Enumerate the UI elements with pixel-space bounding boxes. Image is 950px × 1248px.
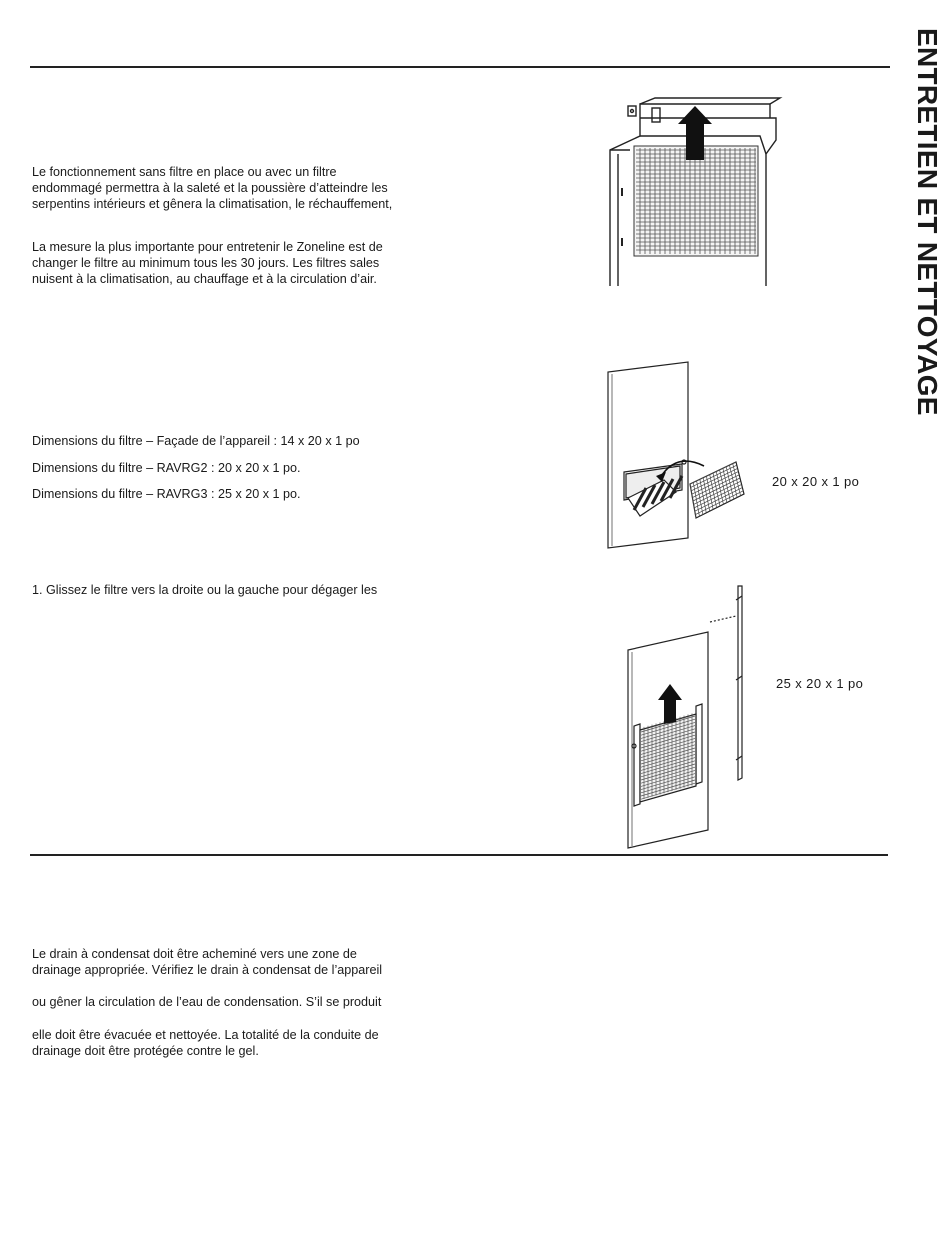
side-title-text: ENTRETIEN ET NETTOYAGE	[912, 28, 943, 416]
filter-dimension-ravrg3: Dimensions du filtre – RAVRG3 : 25 x 20 x 1 po.	[32, 487, 301, 501]
text-line: nuisent à la climatisation, au chauffage et à la circulation d’air.	[32, 272, 377, 286]
ravrg2-size-label: 20 x 20 x 1 po	[772, 474, 860, 489]
top-divider	[30, 66, 890, 68]
step-1-text: 1. Glissez le filtre vers la droite ou la gauche pour dégager les	[32, 583, 378, 597]
text-line: Le fonctionnement sans filtre en place ou avec un filtre	[32, 165, 337, 179]
text-line: changer le filtre au minimum tous les 30 jours. Les filtres sales	[32, 256, 380, 270]
side-section-title	[912, 28, 942, 478]
drain-line-3: ou gêner la circulation de l’eau de condensation. S’il se produit	[32, 995, 382, 1009]
section-divider	[30, 854, 888, 856]
text-line: La mesure la plus importante pour entretenir le Zoneline est de	[32, 240, 383, 254]
drain-line-1: Le drain à condensat doit être acheminé vers une zone de	[32, 947, 357, 961]
filter-maintenance-paragraph	[32, 239, 452, 287]
filter-warning-paragraph	[32, 164, 452, 212]
text-line: serpentins intérieurs et gênera la climatisation, le réchauffement,	[32, 197, 393, 211]
drain-line-4: elle doit être évacuée et nettoyée. La totalité de la conduite de	[32, 1028, 379, 1042]
filter-dimension-front: Dimensions du filtre – Façade de l’appareil : 14 x 20 x 1 po	[32, 434, 360, 448]
drain-line-5: drainage doit être protégée contre le gel.	[32, 1044, 259, 1058]
filter-dimension-ravrg2: Dimensions du filtre – RAVRG2 : 20 x 20 x 1 po.	[32, 461, 301, 475]
ravrg2-filter-illustration	[604, 360, 754, 552]
up-arrow-icon	[658, 684, 682, 724]
ravrg3-size-label: 25 x 20 x 1 po	[776, 676, 864, 691]
drain-line-2: drainage appropriée. Vérifiez le drain à condensat de l’appareil	[32, 963, 383, 977]
text-line: endommagé permettra à la saleté et la poussière d’atteindre les	[32, 181, 388, 195]
ravrg3-filter-illustration	[620, 580, 750, 850]
unit-filter-removal-illustration	[600, 88, 780, 290]
